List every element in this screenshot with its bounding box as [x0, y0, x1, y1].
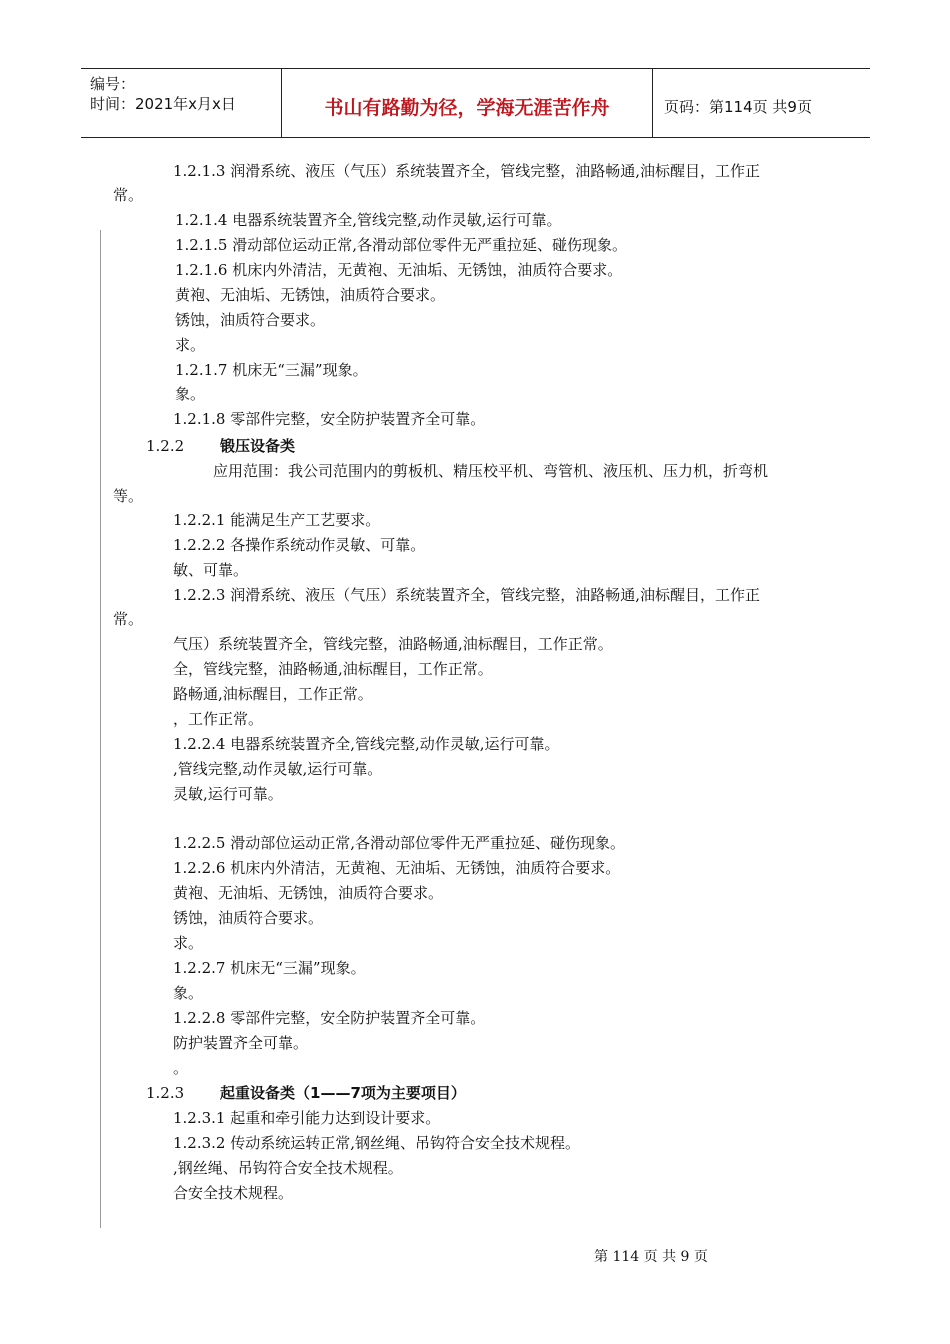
text-line: 1.2.2.6 机床内外清洁，无黄袍、无油垢、无锈蚀，油质符合要求。	[173, 859, 621, 877]
page-header	[81, 68, 870, 138]
text-line: 1.2.2.8 零部件完整，安全防护装置齐全可靠。	[173, 1009, 486, 1027]
text-line: 求。	[175, 336, 206, 354]
text-line: 1.2.2.4 电器系统装置齐全,管线完整,动作灵敏,运行可靠。	[173, 735, 560, 753]
time-label: 时间：2021年x月x日	[90, 95, 236, 113]
text-line: 1.2.1.7 机床无“三漏”现象。	[175, 361, 368, 379]
text-line: ,钢丝绳、吊钩符合安全技术规程。	[173, 1159, 403, 1177]
header-page-label: 页码：第114页 共9页	[664, 97, 812, 116]
text-line: 黄袍、无油垢、无锈蚀，油质符合要求。	[173, 884, 444, 902]
text-line: 1.2.2.5 滑动部位运动正常,各滑动部位零件无严重拉延、碰伤现象。	[173, 834, 626, 852]
text-line: 1.2.1.3 润滑系统、液压（气压）系统装置齐全，管线完整，油路畅通,油标醒目，工作正	[173, 162, 761, 180]
section-heading: 锻压设备类	[220, 437, 296, 455]
text-line: 1.2.2.3 润滑系统、液压（气压）系统装置齐全，管线完整，油路畅通,油标醒目，工作正	[173, 586, 761, 604]
text-line: 1.2.1.4 电器系统装置齐全,管线完整,动作灵敏,运行可靠。	[175, 211, 562, 229]
text-line: 1.2.1.5 滑动部位运动正常,各滑动部位零件无严重拉延、碰伤现象。	[175, 236, 628, 254]
section-heading: 起重设备类（1——7项为主要项目）	[220, 1084, 466, 1102]
text-line: 1.2.2.2 各操作系统动作灵敏、可靠。	[173, 536, 426, 554]
text-line: 1.2.1.6 机床内外清洁，无黄袍、无油垢、无锈蚀，油质符合要求。	[175, 261, 623, 279]
text-line: 常。	[113, 610, 144, 628]
section-number: 1.2.2	[146, 437, 185, 455]
text-line: 合安全技术规程。	[173, 1184, 294, 1202]
header-motto: 书山有路勤为径，学海无涯苦作舟	[282, 69, 653, 137]
text-line: 锈蚀，油质符合要求。	[173, 909, 324, 927]
text-line: 等。	[113, 487, 144, 505]
text-line: 。	[173, 1059, 189, 1077]
text-line: 黄袍、无油垢、无锈蚀，油质符合要求。	[175, 286, 446, 304]
text-line: 1.2.2.7 机床无“三漏”现象。	[173, 959, 366, 977]
left-margin-rule	[100, 230, 101, 1228]
number-label: 编号：	[90, 75, 136, 93]
header-meta-cell	[81, 69, 282, 137]
text-line: ,管线完整,动作灵敏,运行可靠。	[173, 760, 383, 778]
text-line: 象。	[175, 385, 206, 403]
text-line: 应用范围：我公司范围内的剪板机、精压校平机、弯管机、液压机、压力机，折弯机	[213, 462, 769, 480]
text-line: 全，管线完整，油路畅通,油标醒目，工作正常。	[173, 660, 493, 678]
text-line: 1.2.3.1 起重和牵引能力达到设计要求。	[173, 1109, 441, 1127]
text-line: 常。	[113, 186, 144, 204]
text-line: 锈蚀，油质符合要求。	[175, 311, 326, 329]
text-line: 象。	[173, 984, 204, 1002]
text-line: 灵敏,运行可靠。	[173, 785, 283, 803]
text-line: 1.2.2.1 能满足生产工艺要求。	[173, 511, 381, 529]
text-line: 1.2.1.8 零部件完整，安全防护装置齐全可靠。	[173, 410, 486, 428]
text-line: ，工作正常。	[173, 710, 264, 728]
text-line: 求。	[173, 934, 204, 952]
page-footer: 第 114 页 共 9 页	[594, 1249, 708, 1265]
text-line: 路畅通,油标醒目，工作正常。	[173, 685, 373, 703]
text-line: 1.2.3.2 传动系统运转正常,钢丝绳、吊钩符合安全技术规程。	[173, 1134, 581, 1152]
section-number: 1.2.3	[146, 1084, 185, 1102]
text-line: 敏、可靠。	[173, 561, 249, 579]
text-line: 气压）系统装置齐全，管线完整，油路畅通,油标醒目，工作正常。	[173, 635, 613, 653]
text-line: 防护装置齐全可靠。	[173, 1034, 309, 1052]
